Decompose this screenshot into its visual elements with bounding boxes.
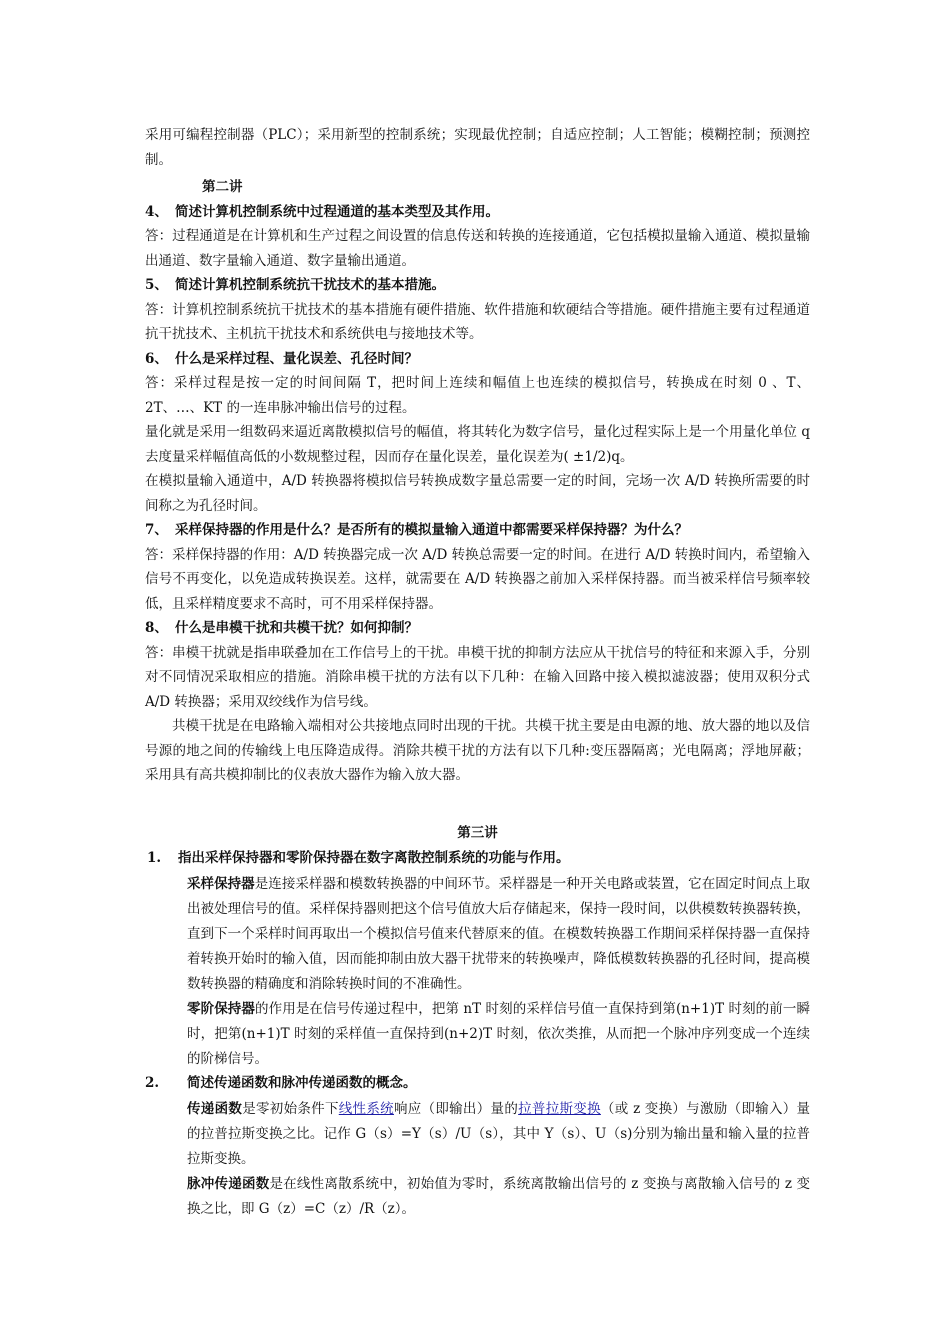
zero-order-hold-term: 零阶保持器 (187, 1001, 256, 1017)
pulse-transfer-function-term: 脉冲传递函数 (187, 1176, 270, 1192)
question-number: 2. (145, 1075, 160, 1091)
question-2 (145, 1071, 810, 1096)
zero-order-hold-paragraph (187, 997, 810, 1072)
answer-6-sampling: 答：采样过程是按一定的时间间隔 T，把时间上连续和幅值上也连续的模拟信号，转换成在时刻 0 、T、2T、…、KT 的一连串脉冲输出信号的过程。 (145, 375, 810, 416)
question-text: 什么是串模干扰和共模干扰？如何抑制？ (175, 620, 418, 636)
question-1 (145, 846, 810, 871)
transfer-function-text-c: （或 z 变换）与激励（即输入）量的拉普拉斯变换之比。记作 G（s）=Y（s）/U（s），其中 Y（s）、U（s)分别为输出量和输入量的拉普拉斯变换。 (187, 1101, 811, 1167)
question-text: 什么是采样过程、量化误差、孔径时间？ (175, 350, 418, 367)
intro-text: 采用可编程控制器（PLC）；采用新型的控制系统；实现最优控制；自适应控制；人工智能；模糊控制；预测控制。 (145, 127, 810, 168)
lecture3-title: 第三讲 (457, 825, 498, 841)
transfer-function-term: 传递函数 (187, 1101, 243, 1117)
question-text: 简述计算机控制系统抗干扰技术的基本措施。 (175, 277, 445, 293)
question-4 (145, 200, 810, 225)
intro-block (145, 123, 810, 172)
answer-4: 答：过程通道是在计算机和生产过程之间设置的信息传送和转换的连接通道，它包括模拟量输入通道、模拟量输出通道、数字量输入通道、数字量输出通道。 (145, 228, 810, 269)
question-text: 指出采样保持器和零阶保持器在数字离散控制系统的功能与作用。 (178, 850, 570, 866)
question-8 (145, 616, 810, 641)
pulse-transfer-function-text: 是在线性离散系统中，初始值为零时，系统离散输出信号的 z 变换与离散输入信号的 z 变换之比，即 G（z）=C（z）/R（z）。 (187, 1176, 811, 1217)
lecture3-q2-heading (145, 1071, 810, 1096)
lecture3-header (145, 821, 810, 846)
question-number: 7、 (145, 522, 168, 538)
lecture3-q1-heading (145, 846, 810, 871)
transfer-function-text-b: 响应（即输出）量的 (393, 1101, 519, 1117)
answer-8-common-mode: 共模干扰是在电路输入端相对公共接地点同时出现的干扰。共模干扰主要是由电源的地、放大器的地以及信号源的地之间的传输线上电压降造成得。消除共模干扰的方法有以下几种:变压器隔离；光电隔离；浮地屏蔽；采用具有高共模抑制比的仪表放大器作为输入放大器。 (145, 718, 810, 783)
question-number: 4、 (145, 203, 168, 220)
question-text: 简述传递函数和脉冲传递函数的概念。 (187, 1075, 417, 1091)
laplace-transform-link[interactable]: 拉普拉斯变换 (518, 1101, 601, 1117)
question-number: 8、 (145, 620, 168, 636)
answer-5: 答：计算机控制系统抗干扰技术的基本措施有硬件措施、软件措施和软硬结合等措施。硬件措施主要有过程通道抗干扰技术、主机抗干扰技术和系统供电与接地技术等。 (145, 301, 810, 342)
question-number: 5、 (145, 277, 168, 293)
pulse-transfer-function-paragraph (187, 1172, 810, 1222)
sample-hold-text: 是连接采样器和模数转换器的中间环节。采样器是一种开关电路或装置，它在固定时间点上取出被处理信号的值。采样保持器则把这个信号值放大后存储起来，保持一段时间，以供模数转换器转换，直到下一个采样时间再取出一个模拟信号值来代替原来的值。在模数转换器工作期间采样保持器一直保持着转换开始时的输入值，因而能抑制由放大器干扰带来的转换噪声，降低模数转换器的孔径时间，提高模数转换器的精确度和消除转换时间的不准确性。 (187, 876, 811, 992)
lecture3-q2-answer (187, 1097, 810, 1222)
question-5 (145, 273, 810, 298)
zero-order-hold-text: 的作用是在信号传递过程中，把第 nT 时刻的采样信号值一直保持到第(n+1)T 时刻的前一瞬时，把第(n+1)T 时刻的采样值一直保持到(n+2)T 时刻，依次类推，从而把一个脉冲序列变成一个连续的阶梯信号。 (187, 1001, 810, 1067)
answer-7: 答：采样保持器的作用：A/D 转换器完成一次 A/D 转换总需要一定的时间。在进行 A/D 转换时间内，希望输入信号不再变化，以免造成转换误差。这样，就需要在 A/D 转换器之前加入采样保持器。而当被采样信号频率较低，且采样精度要求不高时，可不用采样保持器。 (145, 546, 810, 612)
question-7 (145, 518, 810, 543)
question-number: 6、 (145, 350, 168, 367)
lecture3-q1-answer (187, 872, 810, 1072)
transfer-function-text-a: 是零初始条件下 (242, 1101, 339, 1117)
question-text: 简述计算机控制系统中过程通道的基本类型及其作用。 (175, 203, 499, 220)
lecture2-title: 第二讲 (202, 179, 243, 195)
question-6 (145, 347, 810, 372)
linear-system-link[interactable]: 线性系统 (338, 1101, 394, 1117)
sample-hold-paragraph (187, 872, 810, 997)
answer-6-quantization: 量化就是采用一组数码来逼近离散模拟信号的幅值，将其转化为数字信号，量化过程实际上是一个用量化单位 q 去度量采样幅值高低的小数规整过程，因而存在量化误差，量化误差为( ±1/2)q。 (145, 424, 810, 465)
answer-6-aperture: 在模拟量输入通道中，A/D 转换器将模拟信号转换成数字量总需要一定的时间，完场一次 A/D 转换所需要的时间称之为孔径时间。 (145, 473, 810, 514)
sample-hold-term: 采样保持器 (187, 876, 255, 892)
question-number: 1. (147, 850, 162, 866)
transfer-function-paragraph (187, 1097, 810, 1172)
question-text: 采样保持器的作用是什么？是否所有的模拟量输入通道中都需要采样保持器？为什么？ (175, 522, 688, 538)
lecture2-section (145, 175, 810, 788)
answer-8-series-mode: 答：串模干扰就是指串联叠加在工作信号上的干扰。串模干扰的抑制方法应从干扰信号的特征和来源入手，分别对不同情况采取相应的措施。消除串模干扰的方法有以下几种：在输入回路中接入模拟滤波器；使用双积分式 A/D 转换器；采用双绞线作为信号线。 (145, 644, 810, 710)
